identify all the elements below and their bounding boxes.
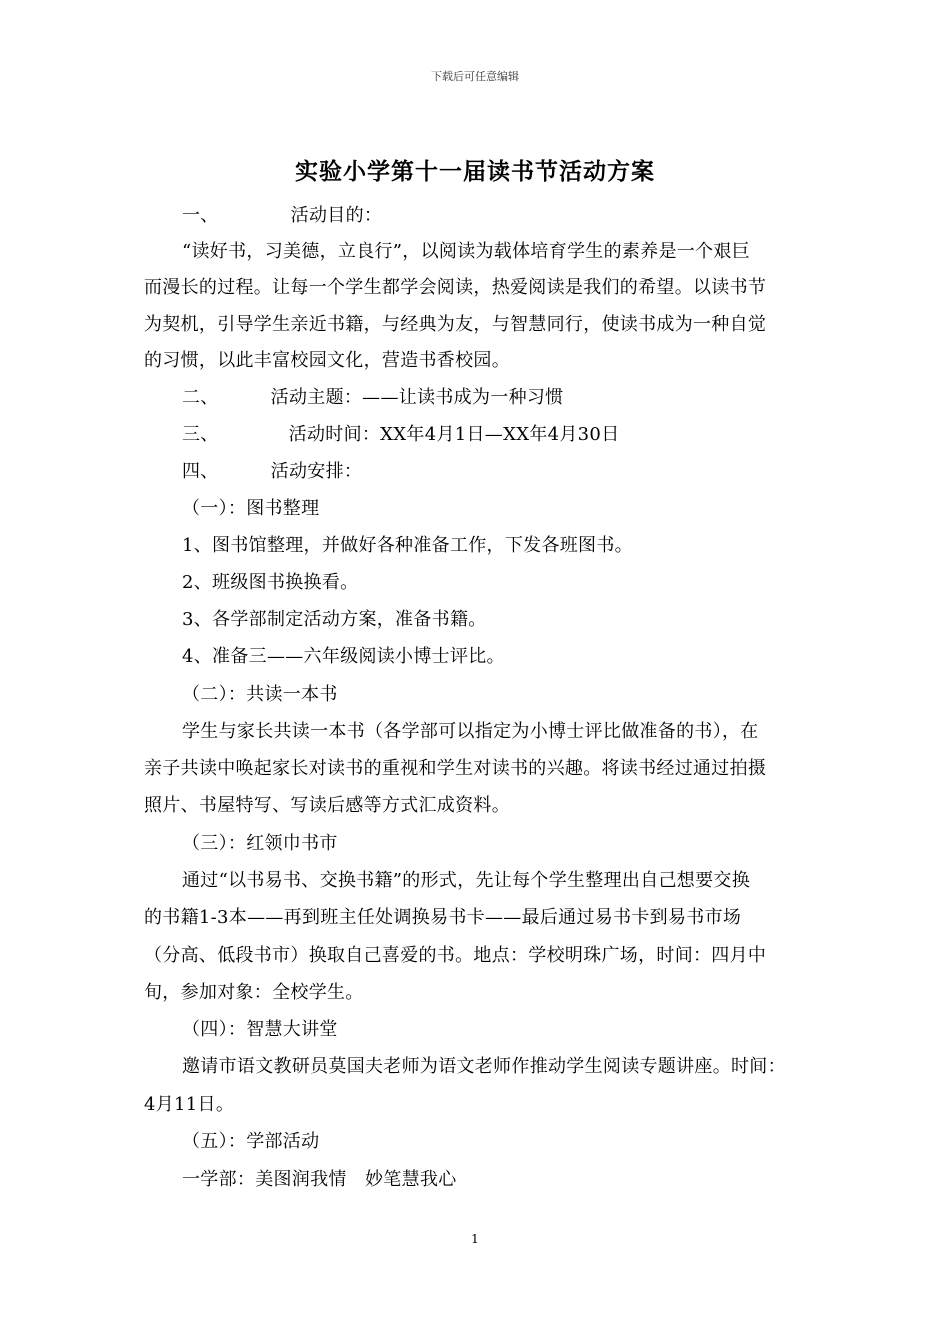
paragraph-line: 学生与家长共读一本书（各学部可以指定为小博士评比做准备的书），在: [182, 721, 759, 742]
paragraph-line: 而漫长的过程。让每一个学生都学会阅读，热爱阅读是我们的希望。以读书节: [144, 277, 767, 298]
subsection-heading-2: （二）：共读一本书: [182, 684, 338, 705]
section-number: 三、: [182, 424, 219, 445]
section-number: 四、: [182, 461, 219, 482]
section-label: 活动主题：——让读书成为一种习惯: [270, 387, 564, 408]
paragraph-line: 邀请市语文教研员莫国夫老师为语文老师作推动学生阅读专题讲座。时间：: [182, 1056, 786, 1077]
paragraph-line: 照片、书屋特写、写读后感等方式汇成资料。: [144, 795, 510, 816]
page-number: 1: [471, 1232, 479, 1246]
subsection-heading-3: （三）：红领巾书市: [182, 833, 338, 854]
paragraph-line: 亲子共读中唤起家长对读书的重视和学生对读书的兴趣。将读书经过通过拍摄: [144, 758, 767, 779]
paragraph-line: （分高、低段书市）换取自己喜爱的书。地点：学校明珠广场，时间：四月中: [144, 945, 767, 966]
document-title: 实验小学第十一届读书节活动方案: [295, 158, 655, 185]
section-number: 二、: [182, 387, 219, 408]
paragraph-line: “读好书，习美德，立良行”，以阅读为载体培育学生的素养是一个艰巨: [182, 241, 751, 262]
list-item: 1、图书馆整理，并做好各种准备工作，下发各班图书。: [182, 535, 633, 556]
subsection-heading-4: （四）：智慧大讲堂: [182, 1019, 338, 1040]
paragraph-line: 的书籍1-3本——再到班主任处调换易书卡——最后通过易书卡到易书市场: [144, 907, 742, 928]
subsection-heading-5: （五）：学部活动: [182, 1131, 320, 1152]
list-item: 一学部：美图润我情 妙笔慧我心: [182, 1169, 457, 1190]
section-heading-3: [182, 423, 824, 447]
section-label: 活动目的：: [290, 205, 383, 226]
paragraph-line: 旬，参加对象：全校学生。: [144, 982, 364, 1003]
paragraph-line: 的习惯，以此丰富校园文化，营造书香校园。: [144, 350, 510, 371]
section-label: 活动时间：XX年4月1日—XX年4月30日: [288, 424, 620, 445]
section-heading-2: [182, 386, 824, 410]
paragraph-line: 为契机，引导学生亲近书籍，与经典为友，与智慧同行，使读书成为一种自觉: [144, 314, 767, 335]
subsection-heading-1: （一）：图书整理: [182, 498, 320, 519]
section-heading-4: [182, 460, 824, 484]
list-item: 3、各学部制定活动方案，准备书籍。: [182, 609, 487, 630]
paragraph-line: 4月11日。: [144, 1094, 235, 1115]
list-item: 2、班级图书换换看。: [182, 572, 359, 593]
header-note: 下载后可任意编辑: [431, 70, 519, 83]
section-number: 一、: [182, 205, 219, 226]
paragraph-line: 通过“以书易书、交换书籍”的形式，先让每个学生整理出自己想要交换: [182, 870, 751, 891]
section-label: 活动安排：: [270, 461, 363, 482]
section-heading-1: [182, 204, 824, 228]
list-item: 4、准备三——六年级阅读小博士评比。: [182, 646, 505, 667]
